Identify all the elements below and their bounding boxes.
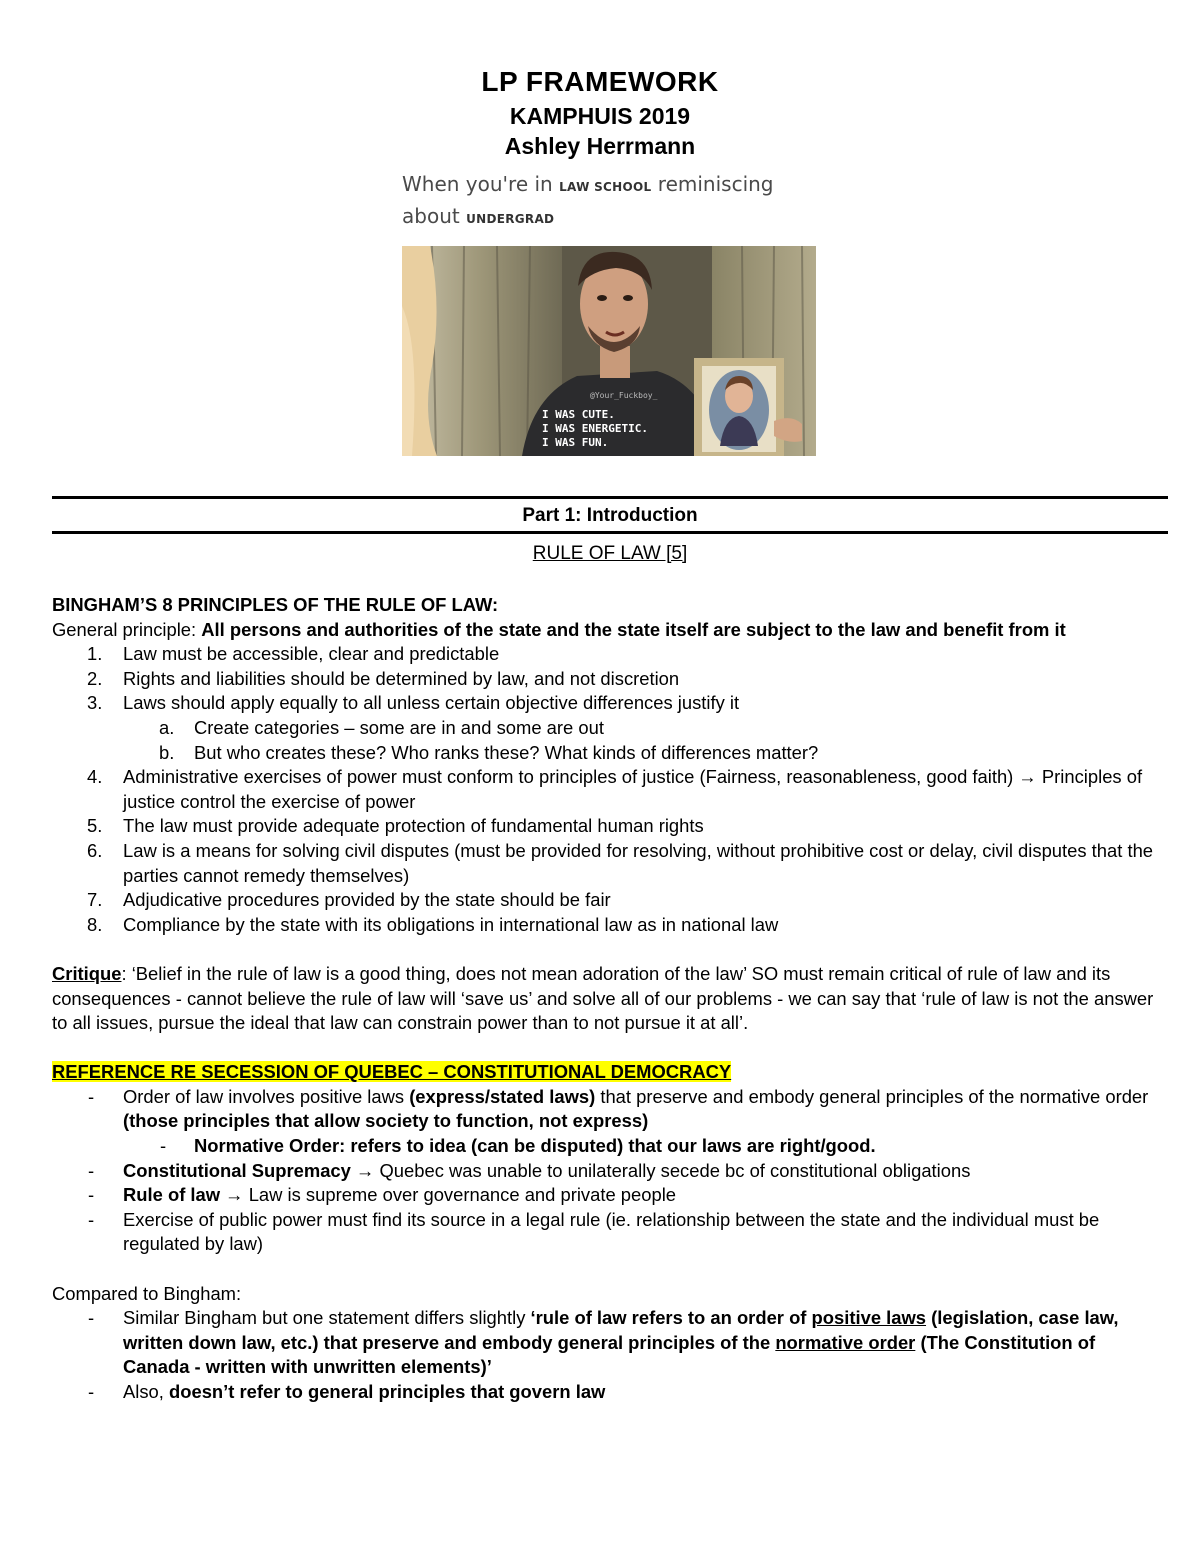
- list-text-bold: (The Constitution of Canada - written with unwritten elements)’: [123, 1331, 1096, 1378]
- shirt-text: @Your_Fuckboy_: [590, 391, 658, 400]
- part-divider: [52, 531, 1168, 534]
- part-heading: Part 1: Introduction: [522, 505, 698, 526]
- meme-image: [400, 170, 818, 460]
- sub-list: [52, 716, 1162, 765]
- list-text-bold: (those principles that allow society to function, not express): [123, 1110, 649, 1132]
- list-item: [52, 1208, 1162, 1257]
- overlay-line-2: I WAS ENERGETIC.: [542, 422, 648, 435]
- critique-paragraph: [52, 962, 1162, 1036]
- caption-text: reminiscing: [651, 172, 774, 196]
- spacer: [52, 1036, 1162, 1061]
- list-text-bold: (express/stated laws): [409, 1085, 596, 1107]
- list-item: [52, 667, 1162, 692]
- list-text: Quebec was unable to unilaterally secede bc of constitutional obligations: [374, 1159, 971, 1181]
- list-text: Law is a means for solving civil disputes (must be provided for resolving, without prohibitive cost or delay, civil disputes that the parties cannot remedy themselves): [123, 839, 1154, 886]
- list-text: Administrative exercises of power must conform to principles of justice (Fairness, reasonableness, good faith) → Principles of justice control the exercise of power: [123, 766, 1143, 812]
- critique-label: Critique: [52, 962, 122, 984]
- list-item: [52, 1085, 1162, 1134]
- list-item: [52, 839, 1162, 888]
- list-text: Order of law involves positive laws: [123, 1085, 410, 1107]
- dash-bullet: -: [88, 1208, 95, 1230]
- sub-list-text: Create categories – some are in and some are out: [194, 716, 604, 738]
- list-text-bold: Constitutional Supremacy →: [123, 1159, 375, 1181]
- meme-photo: [402, 246, 816, 456]
- list-item: [52, 765, 1162, 814]
- list-text: The law must provide adequate protection of fundamental human rights: [123, 815, 704, 837]
- list-text: Similar Bingham but one statement differs slightly: [123, 1307, 531, 1329]
- document-title: LP FRAMEWORK: [481, 66, 719, 97]
- list-text: that preserve and embody general principles of the normative order: [595, 1085, 1149, 1107]
- quebec-heading: REFERENCE RE SECESSION OF QUEBEC – CONSTITUTIONAL DEMOCRACY: [52, 1061, 732, 1083]
- list-item: [52, 888, 1162, 913]
- top-divider: [52, 496, 1168, 499]
- list-item: [52, 913, 1162, 938]
- quebec-sub-list: [52, 1134, 1162, 1159]
- list-number: 5.: [87, 815, 103, 837]
- spacer: [52, 937, 1162, 962]
- overlay-line-3: I WAS FUN.: [542, 436, 609, 449]
- list-text: Laws should apply equally to all unless certain objective differences justify it: [123, 692, 740, 714]
- list-text-bold: doesn’t refer to general principles that govern law: [169, 1381, 606, 1402]
- list-item: [52, 1380, 1162, 1405]
- quebec-list-continued: [52, 1159, 1162, 1257]
- general-principle-text: All persons and authorities of the state and the state itself are subject to the law and benefit from it: [201, 618, 1066, 640]
- list-item: [52, 1306, 1162, 1380]
- list-item: [52, 814, 1162, 839]
- list-item: [52, 1159, 1162, 1184]
- caption-small-text: UNDERGRAD: [466, 212, 555, 226]
- caption-text: about: [402, 204, 467, 228]
- sub-list-item: [52, 1134, 1162, 1159]
- sub-list-item: [52, 741, 1162, 766]
- meme-caption-line-1: [402, 172, 774, 196]
- list-number: 4.: [87, 766, 103, 788]
- list-text: Law must be accessible, clear and predictable: [123, 643, 500, 665]
- caption-small-text: LAW SCHOOL: [559, 180, 652, 194]
- document-body: [52, 593, 1162, 1405]
- list-text-bold-underlined: positive laws: [811, 1307, 927, 1329]
- list-number: 2.: [87, 667, 103, 689]
- sub-list-text: But who creates these? Who ranks these? What kinds of differences matter?: [194, 741, 819, 763]
- bingham-principles-list: [52, 642, 1162, 716]
- sub-list-letter: a.: [159, 716, 175, 738]
- sub-list-item: [52, 716, 1162, 741]
- dash-bullet: -: [88, 1085, 95, 1107]
- meme-caption: [402, 170, 818, 240]
- section-heading: RULE OF LAW [5]: [532, 543, 688, 564]
- list-number: 7.: [87, 889, 103, 911]
- list-text-bold: Rule of law →: [123, 1184, 244, 1206]
- quebec-heading-line: [52, 1060, 1162, 1085]
- general-principle: [52, 618, 1162, 643]
- dash-bullet: -: [88, 1184, 95, 1206]
- list-number: 8.: [87, 913, 103, 935]
- document-subtitle: KAMPHUIS 2019: [509, 103, 691, 129]
- list-text: Compliance by the state with its obligations in international law as in national law: [123, 913, 779, 935]
- list-number: 6.: [87, 839, 103, 861]
- dash-bullet: -: [160, 1135, 167, 1157]
- meme-caption-line-2: [402, 204, 554, 228]
- list-text: Law is supreme over governance and private people: [243, 1184, 677, 1206]
- spacer: [52, 1257, 1162, 1282]
- title-block: [0, 66, 1200, 161]
- overlay-line-1: I WAS CUTE.: [542, 408, 615, 421]
- document-author: Ashley Herrmann: [504, 133, 696, 159]
- quebec-list: [52, 1085, 1162, 1134]
- compared-list: [52, 1306, 1162, 1404]
- dash-bullet: -: [88, 1381, 95, 1402]
- sub-list-letter: b.: [159, 741, 175, 763]
- general-principle-label: General principle:: [52, 618, 202, 640]
- list-item: [52, 691, 1162, 716]
- list-text: Adjudicative procedures provided by the state should be fair: [123, 889, 611, 911]
- list-text: Also,: [123, 1381, 169, 1402]
- list-text: Rights and liabilities should be determined by law, and not discretion: [123, 667, 680, 689]
- dash-bullet: -: [88, 1307, 95, 1329]
- list-number: 3.: [87, 692, 103, 714]
- list-text-bold: ‘rule of law refers to an order of: [530, 1307, 812, 1329]
- list-number: 1.: [87, 643, 103, 665]
- list-text-bold: (legislation, case law, written down law, etc.) that preserve and embody general principles of the: [123, 1307, 1119, 1353]
- list-item: [52, 1183, 1162, 1208]
- compared-heading: Compared to Bingham:: [52, 1282, 242, 1304]
- dash-bullet: -: [88, 1159, 95, 1181]
- bingham-heading: BINGHAM’S 8 PRINCIPLES OF THE RULE OF LAW:: [52, 594, 499, 615]
- list-item: [52, 642, 1162, 667]
- caption-text: When you're in: [402, 172, 560, 196]
- sub-list-text: Normative Order: refers to idea (can be disputed) that our laws are right/good.: [194, 1135, 876, 1157]
- list-text: Exercise of public power must find its source in a legal rule (ie. relationship between the state and the individual must be regulated by law): [123, 1208, 1100, 1255]
- list-text-bold-underlined: normative order: [775, 1331, 916, 1353]
- bingham-principles-list-continued: [52, 765, 1162, 937]
- critique-text: : ‘Belief in the rule of law is a good thing, does not mean adoration of the law’ SO must remain critical of rule of law and its consequences - cannot believe the rule of law will ‘save us’ and solve all of our problems - we can say that ‘rule of law is not the answer to all issues, pursue the ideal that law can constrain power than to not pursue it at all’.: [52, 962, 1154, 1034]
